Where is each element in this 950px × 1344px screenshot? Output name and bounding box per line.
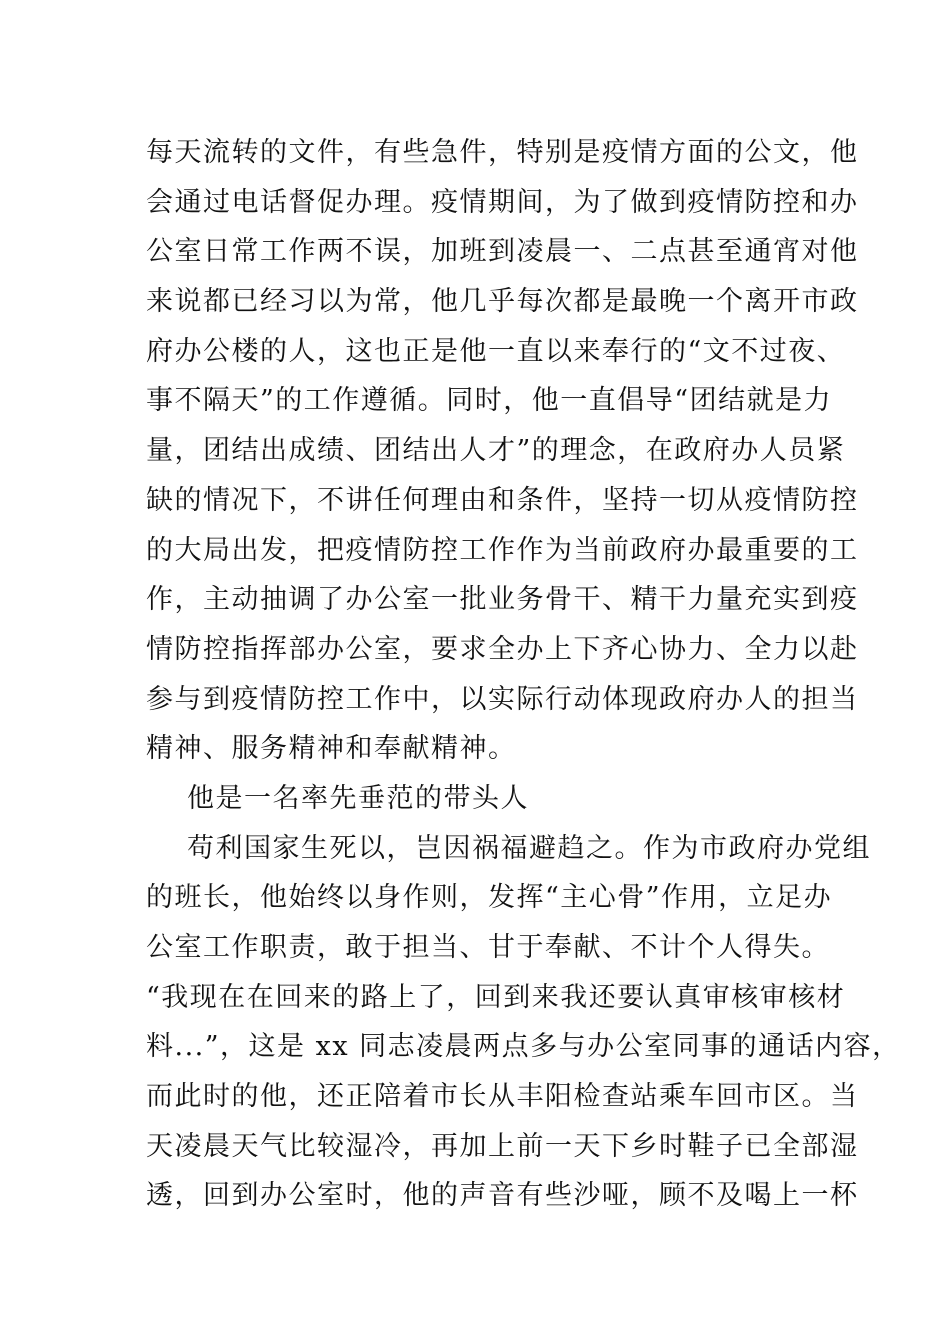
- text-line: 参与到疫情防控工作中，以实际行动体现政府办人的担当: [146, 683, 859, 715]
- text-line: 府办公楼的人，这也正是他一直以来奉行的“文不过夜、: [146, 335, 846, 367]
- text-line: 而此时的他，还正陪着市长从丰阳检查站乘车回市区。当: [146, 1081, 859, 1113]
- text-line: 会通过电话督促办理。疫情期间，为了做到疫情防控和办: [146, 186, 859, 218]
- text-line: 量，团结出成绩、团结出人才”的理念，在政府办人员紧: [146, 435, 846, 467]
- document-body: [146, 128, 901, 1221]
- text-line: 缺的情况下，不讲任何理由和条件，坚持一切从疫情防控: [146, 484, 859, 516]
- text-line: 的班长，他始终以身作则，发挥“主心骨”作用，立足办: [146, 882, 833, 914]
- text-line: 公室日常工作两不误，加班到凌晨一、二点甚至通宵对他: [146, 236, 859, 268]
- text-line: 公室工作职责，敢于担当、甘于奉献、不计个人得失。: [146, 932, 830, 963]
- text-line: 事不隔天”的工作遵循。同时，他一直倡导“团结就是力: [146, 385, 833, 417]
- text-line: 透，回到办公室时，他的声音有些沙哑，顾不及喝上一杯: [146, 1180, 859, 1212]
- text-line: 精神、服务精神和奉献精神。: [146, 733, 517, 765]
- text-line: 来说都已经习以为常，他几乎每次都是最晚一个离开市政: [146, 286, 859, 318]
- section-heading: 他是一名率先垂范的带头人: [187, 782, 529, 814]
- text-line: 作，主动抽调了办公室一批业务骨干、精干力量充实到疫: [146, 584, 859, 616]
- text-line: 的大局出发，把疫情防控工作作为当前政府办最重要的工: [146, 534, 859, 566]
- text-line: 料...”，这是 xx 同志凌晨两点多与办公室同事的通话内容，: [146, 1031, 901, 1063]
- text-line: 苟利国家生死以，岂因祸福避趋之。作为市政府办党组: [187, 832, 871, 864]
- text-line: “我现在在回来的路上了，回到来我还要认真审核审核材: [146, 981, 846, 1013]
- text-line: 天凌晨天气比较湿冷，再加上前一天下乡时鞋子已全部湿: [146, 1130, 859, 1162]
- text-line: 情防控指挥部办公室，要求全办上下齐心协力、全力以赴: [146, 633, 859, 665]
- text-line: 每天流转的文件，有些急件，特别是疫情方面的公文，他: [146, 137, 859, 168]
